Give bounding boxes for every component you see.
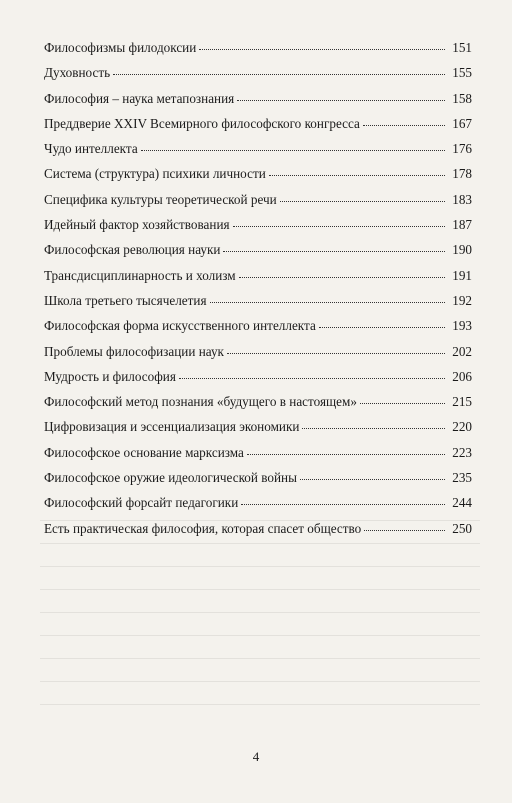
toc-dot-leader	[247, 454, 445, 455]
toc-entry-title: Цифровизация и эссенциализация экономики	[44, 419, 300, 435]
toc-entry	[44, 522, 472, 547]
toc-entry	[44, 193, 472, 218]
toc-entry-page: 178	[452, 166, 472, 182]
toc-entry-page: 187	[452, 217, 472, 233]
toc-entry-title: Духовность	[44, 65, 111, 81]
toc-dot-leader	[319, 327, 445, 328]
toc-entry-page: 235	[452, 470, 472, 486]
toc-entry-title: Философская форма искусственного интеллекта	[44, 318, 316, 334]
toc-entry-page: 158	[452, 90, 472, 106]
toc-entry-page: 190	[452, 242, 472, 258]
toc-entry-title: Трансдисциплинарность и холизм	[44, 267, 236, 283]
toc-entry	[44, 496, 472, 521]
toc-entry	[44, 294, 472, 319]
toc-entry	[44, 167, 472, 192]
toc-entry	[44, 243, 472, 268]
toc-entry-page: 151	[452, 40, 472, 55]
toc-dot-leader	[141, 150, 445, 151]
toc-dot-leader	[269, 175, 445, 176]
toc-dot-leader	[199, 49, 445, 50]
toc-entry-title: Школа третьего тысячелетия	[44, 292, 207, 308]
toc-entry	[44, 471, 472, 496]
show-through-shadow	[40, 520, 480, 750]
toc-entry-title: Философский форсайт педагогики	[44, 495, 239, 511]
toc-dot-leader	[233, 226, 445, 227]
toc-entry	[44, 269, 472, 294]
toc-dot-leader	[179, 378, 445, 379]
toc-entry	[44, 370, 472, 395]
toc-entry	[44, 66, 472, 91]
toc-entry-title: Специфика культуры теоретической речи	[44, 191, 277, 207]
toc-entry	[44, 41, 472, 66]
toc-entry-title: Философское основание марксизма	[44, 444, 244, 460]
table-of-contents	[44, 41, 472, 547]
toc-dot-leader	[210, 302, 445, 303]
toc-entry-title: Идейный фактор хозяйствования	[44, 217, 230, 233]
toc-entry-page: 206	[452, 368, 472, 384]
toc-entry-title: Система (структура) психики личности	[44, 166, 266, 182]
toc-entry-title: Мудрость и философия	[44, 368, 176, 384]
toc-entry-page: 192	[452, 292, 472, 308]
toc-entry-page: 223	[452, 444, 472, 460]
toc-dot-leader	[241, 504, 445, 505]
toc-entry	[44, 420, 472, 445]
toc-entry	[44, 345, 472, 370]
toc-dot-leader	[223, 251, 445, 252]
toc-entry-title: Философский метод познания «будущего в настоящем»	[44, 394, 357, 410]
toc-entry-page: 183	[452, 191, 472, 207]
toc-entry-title: Философизмы филодоксии	[44, 40, 197, 55]
toc-entry-page: 193	[452, 318, 472, 334]
toc-dot-leader	[360, 403, 445, 404]
toc-dot-leader	[237, 100, 445, 101]
toc-entry-title: Есть практическая философия, которая спасет общество	[44, 520, 362, 536]
toc-entry-page: 220	[452, 419, 472, 435]
toc-dot-leader	[300, 479, 445, 480]
toc-entry	[44, 395, 472, 420]
toc-dot-leader	[239, 277, 445, 278]
toc-entry-page: 244	[452, 495, 472, 511]
toc-dot-leader	[280, 201, 445, 202]
toc-dot-leader	[113, 74, 445, 75]
toc-entry-page: 191	[452, 267, 472, 283]
page-number: 4	[252, 749, 260, 764]
toc-entry-title: Преддверие XXIV Всемирного философского конгресса	[44, 115, 360, 131]
toc-entry-page: 202	[452, 343, 472, 359]
toc-entry-page: 215	[452, 394, 472, 410]
toc-entry-page: 155	[452, 65, 472, 81]
toc-dot-leader	[363, 125, 445, 126]
toc-entry	[44, 92, 472, 117]
toc-entry-page: 176	[452, 141, 472, 157]
toc-entry	[44, 142, 472, 167]
toc-entry-title: Философское оружие идеологической войны	[44, 470, 297, 486]
toc-entry-page: 250	[452, 520, 472, 536]
toc-dot-leader	[302, 428, 445, 429]
toc-entry	[44, 218, 472, 243]
toc-entry-page: 167	[452, 115, 472, 131]
toc-entry-title: Философская революция науки	[44, 242, 221, 258]
toc-entry-title: Философия – наука метапознания	[44, 90, 235, 106]
toc-dot-leader	[364, 530, 445, 531]
toc-dot-leader	[227, 353, 445, 354]
toc-entry	[44, 319, 472, 344]
toc-entry-title: Чудо интеллекта	[44, 141, 138, 157]
toc-entry	[44, 446, 472, 471]
toc-entry-title: Проблемы философизации наук	[44, 343, 224, 359]
toc-entry	[44, 117, 472, 142]
